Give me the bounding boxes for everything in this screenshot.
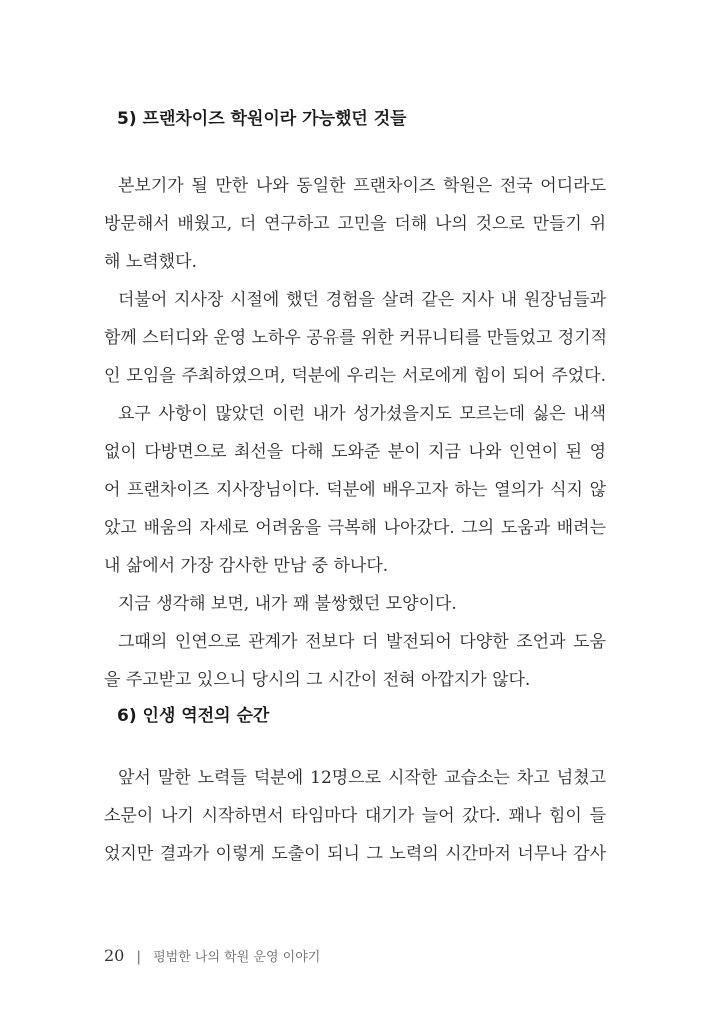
text-line: 없이 다방면으로 최선을 다해 도와준 분이 지금 나와 인연이 된 영 bbox=[104, 442, 606, 462]
text-line: 앞서 말한 노력들 덕분에 12명으로 시작한 교습소는 차고 넘쳤고 bbox=[118, 768, 606, 788]
page-footer bbox=[104, 946, 320, 965]
text-line: 았고 배움의 자세로 어려움을 극복해 나아갔다. 그의 도움과 배려는 bbox=[104, 518, 606, 538]
section-heading: 5) 프랜차이즈 학원이라 가능했던 것들 bbox=[117, 109, 407, 129]
text-line: 본보기가 될 만한 나와 동일한 프랜차이즈 학원은 전국 어디라도 bbox=[118, 176, 606, 196]
text-line: 어 프랜차이즈 지사장님이다. 덕분에 배우고자 하는 열의가 식지 않 bbox=[104, 480, 606, 500]
text-line: 소문이 나기 시작하면서 타임마다 대기가 늘어 갔다. 꽤나 힘이 들 bbox=[104, 806, 606, 826]
text-line: 인 모임을 주최하였으며, 덕분에 우리는 서로에게 힘이 되어 주었다. bbox=[104, 366, 606, 386]
text-line: 었지만 결과가 이렇게 도출이 되니 그 노력의 시간마저 너무나 감사 bbox=[104, 844, 606, 864]
page-number: 20 bbox=[104, 946, 125, 965]
book-title: 평범한 나의 학원 운영 이야기 bbox=[153, 950, 321, 965]
text-line: 방문해서 배웠고, 더 연구하고 고민을 더해 나의 것으로 만들기 위 bbox=[104, 214, 606, 234]
text-line: 요구 사항이 많았던 이런 내가 성가셨을지도 모르는데 싫은 내색 bbox=[118, 404, 606, 424]
footer-separator: | bbox=[136, 949, 142, 965]
text-line: 해 노력했다. bbox=[104, 252, 197, 272]
section-body bbox=[104, 759, 606, 873]
section-body bbox=[104, 167, 606, 699]
text-line: 을 주고받고 있으니 당시의 그 시간이 전혀 아깝지가 않다. bbox=[104, 670, 531, 690]
text-line: 지금 생각해 보면, 내가 꽤 불쌍했던 모양이다. bbox=[118, 594, 457, 614]
section-heading: 6) 인생 역전의 순간 bbox=[117, 706, 270, 726]
text-line: 그때의 인연으로 관계가 전보다 더 발전되어 다양한 조언과 도움 bbox=[118, 632, 606, 652]
text-line: 함께 스터디와 운영 노하우 공유를 위한 커뮤니티를 만들었고 정기적 bbox=[104, 328, 608, 348]
text-line: 더불어 지사장 시절에 했던 경험을 살려 같은 지사 내 원장님들과 bbox=[118, 290, 606, 310]
text-line: 내 삶에서 가장 감사한 만남 중 하나다. bbox=[104, 556, 389, 576]
